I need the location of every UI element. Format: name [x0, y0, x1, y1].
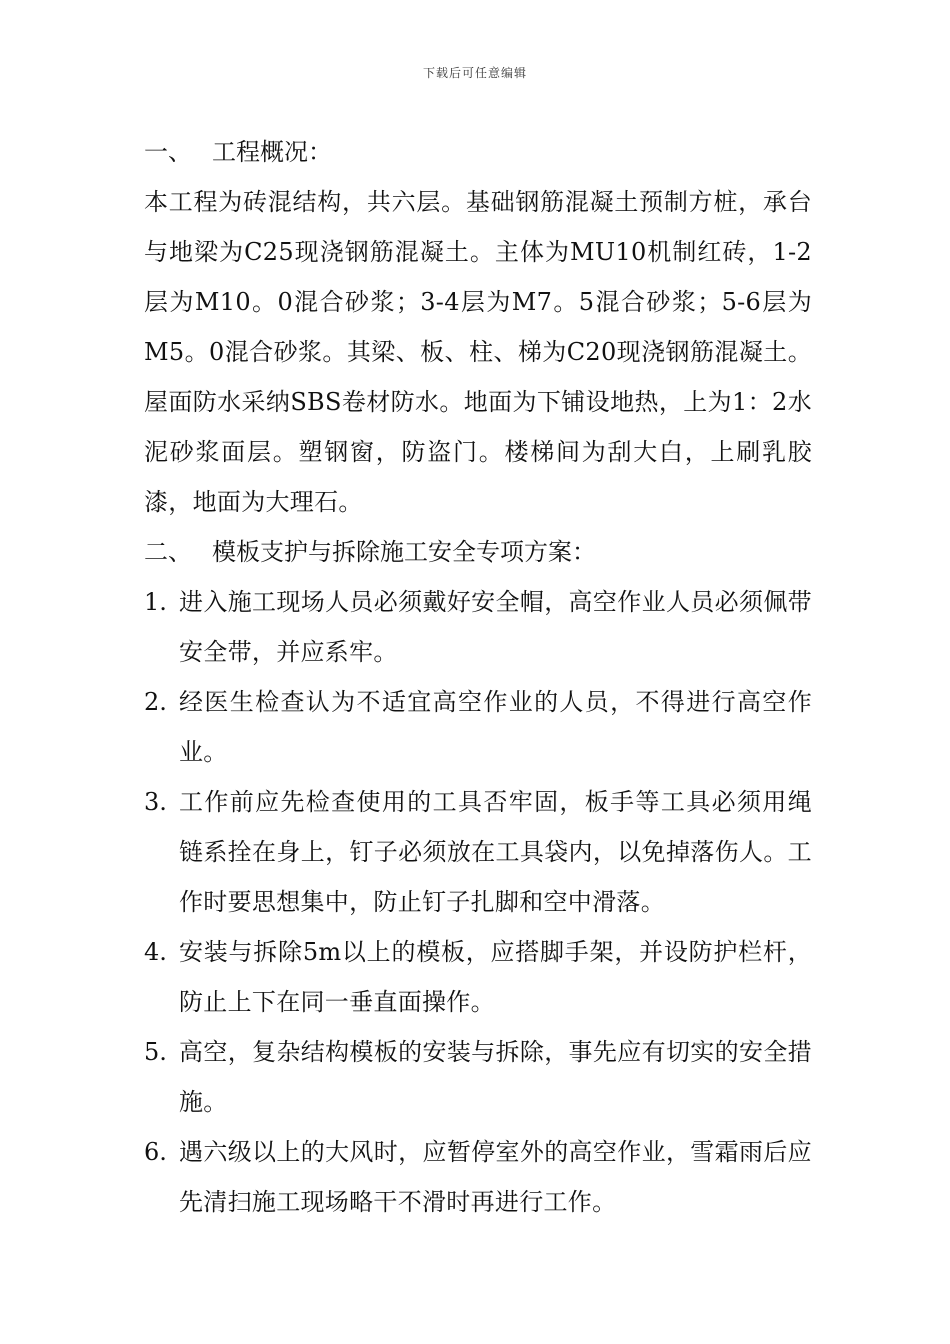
list-item	[144, 577, 812, 677]
list-item-number: 5.	[144, 1038, 167, 1066]
section-2-heading	[144, 527, 812, 577]
list-item-number: 4.	[144, 938, 167, 966]
list-item	[144, 927, 812, 1027]
list-item-text: 安装与拆除5m以上的模板，应搭脚手架，并设防护栏杆，防止上下在同一垂直面操作。	[179, 938, 812, 1016]
list-item-number: 6.	[144, 1138, 167, 1166]
list-item-text: 进入施工现场人员必须戴好安全帽，高空作业人员必须佩带安全带，并应系牢。	[179, 588, 812, 666]
list-item	[144, 1127, 812, 1227]
list-item	[144, 777, 812, 927]
list-item	[144, 677, 812, 777]
section-1-title: 工程概况：	[212, 138, 332, 166]
page-header-note: 下载后可任意编辑	[422, 66, 527, 80]
section-2-title: 模板支护与拆除施工安全专项方案：	[212, 538, 596, 566]
list-item-number: 1.	[144, 588, 167, 616]
list-item-text: 高空，复杂结构模板的安装与拆除，事先应有切实的安全措施。	[179, 1038, 812, 1116]
list-item-text: 遇六级以上的大风时，应暂停室外的高空作业，雪霜雨后应先清扫施工现场略干不滑时再进行工作。	[179, 1138, 812, 1216]
section-2-number: 二、	[144, 538, 192, 566]
list-item-number: 3.	[144, 788, 167, 816]
list-item	[144, 1027, 812, 1127]
list-item-number: 2.	[144, 688, 167, 716]
document-body	[144, 127, 812, 1227]
section-1-number: 一、	[144, 138, 192, 166]
project-overview-paragraph: 本工程为砖混结构，共六层。基础钢筋混凝土预制方桩，承台与地梁为C25现浇钢筋混凝土。主体为MU10机制红砖，1-2层为M10。0混合砂浆；3-4层为M7。5混合砂浆；5-6层为M5。0混合砂浆。其梁、板、柱、梯为C20现浇钢筋混凝土。屋面防水采纳SBS卷材防水。地面为下铺设地热，上为1：2水泥砂浆面层。塑钢窗，防盗门。楼梯间为刮大白，上刷乳胶漆，地面为大理石。	[144, 188, 812, 516]
section-1-heading	[144, 127, 812, 177]
list-item-text: 经医生检查认为不适宜高空作业的人员，不得进行高空作业。	[179, 688, 812, 766]
list-item-text: 工作前应先检查使用的工具否牢固，板手等工具必须用绳 链系拴在身上，钉子必须放在工具袋内，以免掉落伤人。工作时要思想集中，防止钉子扎脚和空中滑落。	[179, 788, 812, 916]
